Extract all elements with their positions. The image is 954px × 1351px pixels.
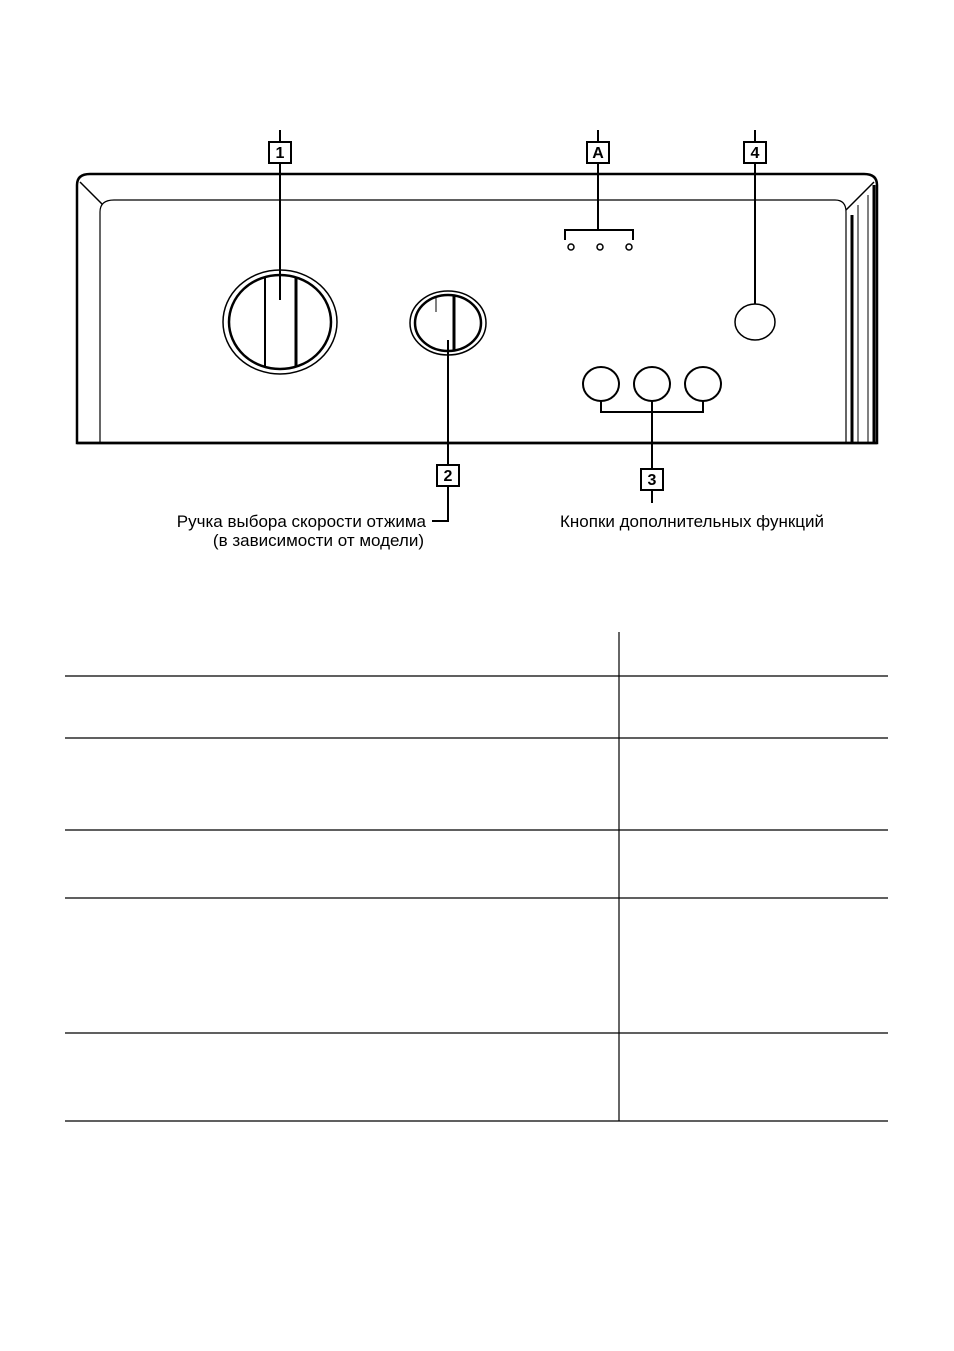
callout-1-text: 1 [275,145,285,162]
spin-knob-caption-line2: (в зависимости от модели) [212,531,424,550]
callout-3-text: 3 [647,472,657,489]
callout-4-text: 4 [750,145,760,162]
callout-a-text: A [592,145,604,162]
callout-2-text: 2 [443,468,453,485]
option-buttons-caption: Кнопки дополнительных функций [560,512,825,531]
spin-knob-caption-line1: Ручка выбора скорости отжима [176,512,426,531]
